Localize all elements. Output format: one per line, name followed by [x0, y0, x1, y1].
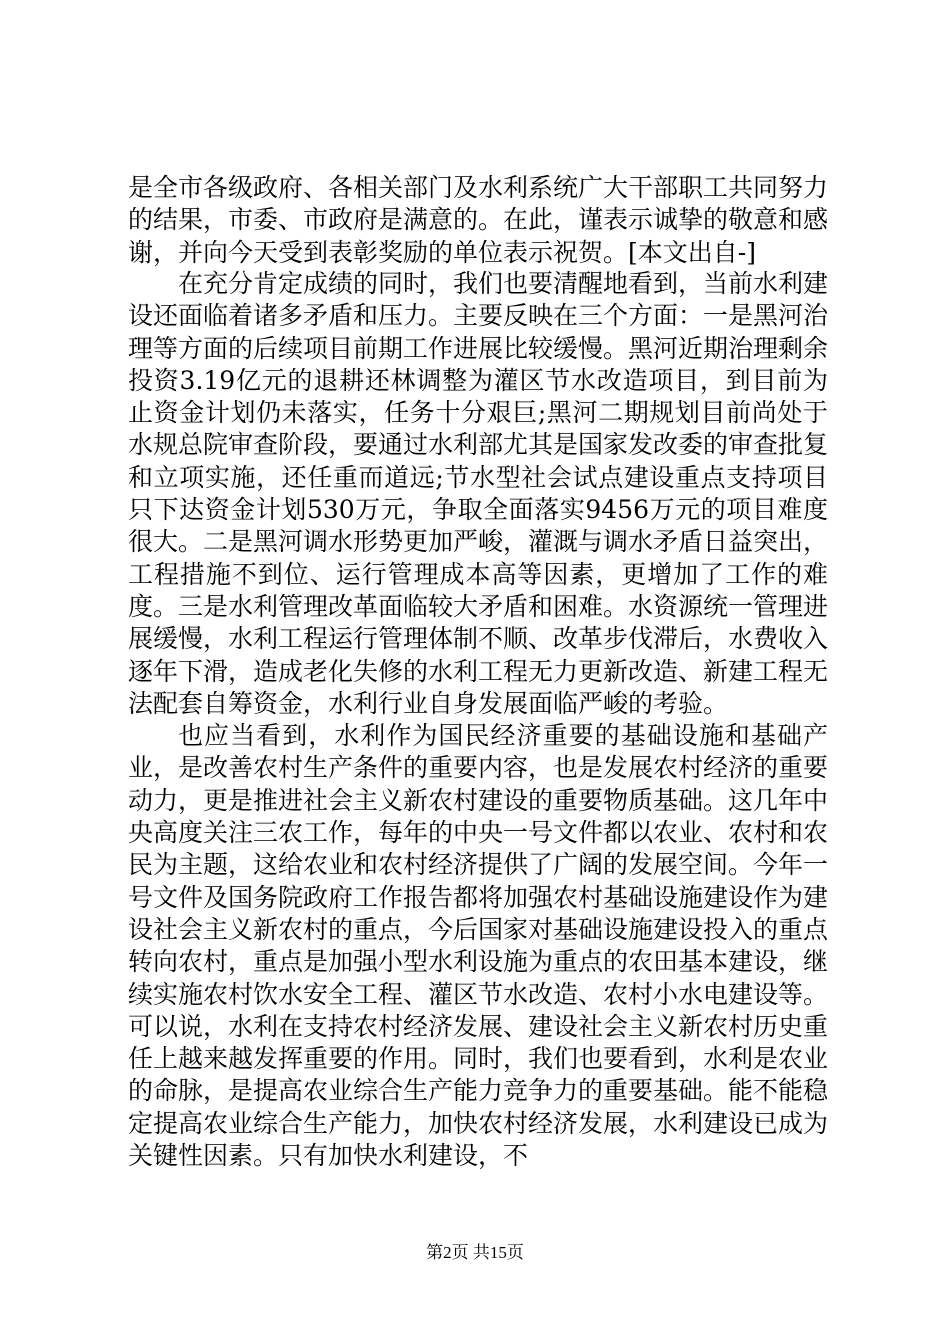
- text-block-main: [128, 268, 828, 1172]
- page-number-footer: 第2页 共15页: [426, 1243, 524, 1262]
- paragraph-challenges: 在充分肯定成绩的同时，我们也要清醒地看到，当前水利建设还面临着诸多矛盾和压力。主要反映在三个方面：一是黑河治理等方面的后续项目前期工作进展比较缓慢。黑河近期治理剩余投资3.19亿元的退耕还林调整为灌区节水改造项目，到目前为止资金计划仍未落实，任务十分艰巨;黑河二期规划目前尚处于水规总院审查阶段，要通过水利部尤其是国家发改委的审查批复和立项实施，还任重而道远;节水型社会试点建设重点支持项目只下达资金计划530万元，争取全面落实9456万元的项目难度很大。二是黑河调水形势更加严峻，灌溉与调水矛盾日益突出，工程措施不到位、运行管理成本高等因素，更增加了工作的难度。三是水利管理改革面临较大矛盾和困难。水资源统一管理进展缓慢，水利工程运行管理体制不顺、改革步伐滞后，水费收入逐年下滑，造成老化失修的水利工程无力更新改造、新建工程无法配套自筹资金，水利行业自身发展面临严峻的考验。: [128, 269, 829, 718]
- paragraph-continuation: 是全市各级政府、各相关部门及水利系统广大干部职工共同努力的结果，市委、市政府是满意的。在此，谨表示诚挚的敬意和感谢，并向今天受到表彰奖励的单位表示祝贺。[本文出自-]: [128, 173, 829, 267]
- text-block-top: [128, 172, 828, 269]
- paragraph-opportunities: 也应当看到，水利作为国民经济重要的基础设施和基础产业，是改善农村生产条件的重要内容，也是发展农村经济的重要动力，更是推进社会主义新农村建设的重要物质基础。这几年中央高度关注三农工作，每年的中央一号文件都以农业、农村和农民为主题，这给农业和农村经济提供了广阔的发展空间。今年一号文件及国务院政府工作报告都将加强农村基础设施建设作为建设社会主义新农村的重点，今后国家对基础设施建设投入的重点转向农村，重点是加强小型水利设施为重点的农田基本建设，继续实施农村饮水安全工程、灌区节水改造、农村小水电建设等。可以说，水利在支持农村经济发展、建设社会主义新农村历史重任上越来越发挥重要的作用。同时，我们也要看到，水利是农业的命脉，是提高农业综合生产能力竞争力的重要基础。能不能稳定提高农业综合生产能力，加快农村经济发展，水利建设已成为关键性因素。只有加快水利建设，不: [128, 721, 829, 1171]
